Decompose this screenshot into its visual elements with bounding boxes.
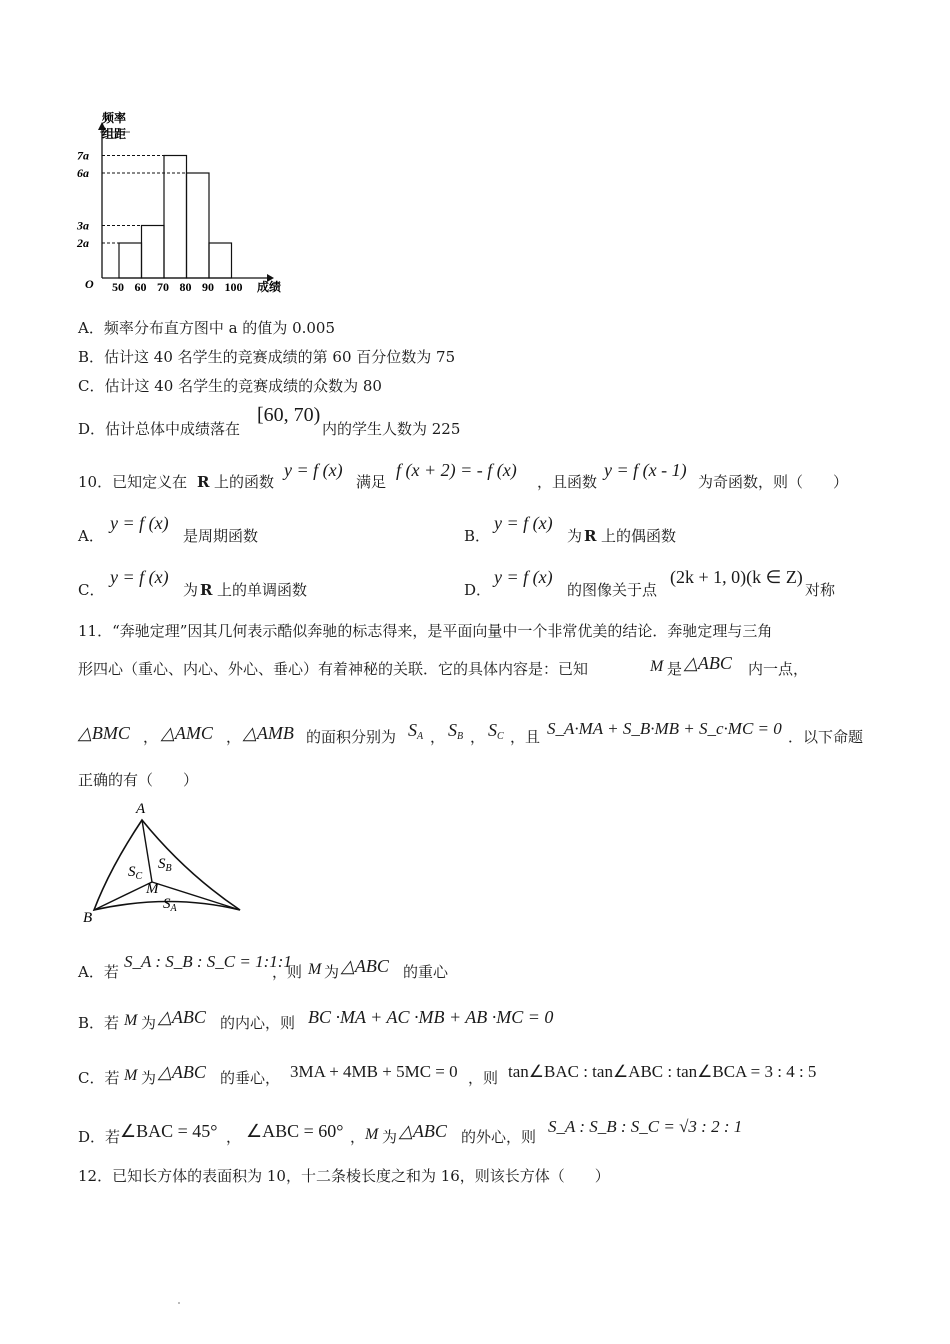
q11-line-2-text-2: 是	[667, 660, 683, 678]
page-dot	[178, 1302, 180, 1304]
q11-option-a-post: 的重心	[403, 963, 449, 981]
x-tick-label: 90	[202, 280, 214, 294]
x-axis-label: 成绩	[257, 280, 282, 294]
q11-option-c-M: M	[124, 1067, 138, 1084]
q10-stem-2: 上的函数	[214, 473, 275, 491]
q11-option-d-wei: 为	[382, 1128, 398, 1146]
q11-option-a-triangle: △ABC	[341, 956, 389, 976]
area-sc-label: $S_C$	[128, 864, 143, 882]
histogram-bar	[209, 243, 232, 278]
x-tick-label: 50	[112, 280, 124, 294]
x-tick-label: 60	[134, 280, 147, 294]
q10-option-a-text: 是周期函数	[183, 527, 259, 545]
q10-option-b-R: R	[584, 527, 597, 545]
q10-option-c-lead: C．	[78, 581, 105, 599]
q11-line-2-text-3: 内一点，	[748, 660, 809, 678]
q11-line-4: 正确的有（ ）	[78, 771, 199, 789]
x-tick-label: 70	[157, 280, 169, 294]
q11-option-b-equation: BC ·MA + AC ·MB + AB ·MC = 0	[308, 1007, 554, 1027]
q11-option-c-mid: 的垂心，	[220, 1069, 281, 1087]
q11-line-3-text-2: ，且	[510, 728, 541, 746]
q11-option-d-triangle: △ABC	[399, 1121, 447, 1141]
q10-option-a-lead: A．	[78, 527, 104, 545]
q10-math-3: y = f (x - 1)	[604, 460, 687, 480]
frequency-histogram	[72, 110, 282, 300]
q11-option-b-triangle: △ABC	[158, 1007, 206, 1027]
q10-option-d-point: (2k + 1, 0)(k ∈ Z)	[670, 567, 803, 587]
q11-area-sc: $S_C$	[488, 720, 504, 742]
q10-option-b-math: y = f (x)	[494, 513, 553, 533]
histogram-bar	[187, 173, 210, 278]
q10-math-2: f (x + 2) = - f (x)	[396, 460, 517, 480]
q11-benz-equation: S_A·MA + S_B·MB + S_c·MC = 0	[547, 719, 782, 738]
q10-stem-5: 为奇函数，则（ ）	[698, 473, 849, 491]
q10-option-c-R: R	[200, 581, 213, 599]
x-tick-label: 100	[224, 280, 243, 294]
q10-option-a-math: y = f (x)	[110, 513, 169, 533]
q11-option-c-tan-ratio: tan∠BAC : tan∠ABC : tan∠BCA = 3 : 4 : 5	[508, 1062, 817, 1081]
q11-line-3-text-3: ．以下命题	[788, 728, 864, 746]
q11-option-b-mid: 的内心，则	[220, 1014, 296, 1032]
q11-line-2-text: 形四心（重心、内心、外心、垂心）有着神秘的关联．它的具体内容是：已知	[78, 660, 589, 678]
q10-stem-R: R	[197, 473, 210, 491]
q11-option-d-angle-2: ∠ABC = 60°	[246, 1121, 344, 1141]
q11-comma-1: ，	[143, 728, 159, 746]
q9-option-a: A．频率分布直方图中 a 的值为 0.005	[78, 319, 336, 337]
q11-option-a-M: M	[308, 961, 322, 978]
q11-option-c-wei: 为	[141, 1069, 157, 1087]
q11-option-d-mid: 的外心，则	[461, 1128, 537, 1146]
q11-option-d-angle-1: ∠BAC = 45°	[120, 1121, 218, 1141]
q12-stem: 12．已知长方体的表面积为 10，十二条棱长度之和为 16，则该长方体（ ）	[78, 1167, 610, 1185]
q11-option-a-pre: A．若	[78, 963, 119, 981]
q9-option-d-interval: [60, 70)	[257, 404, 321, 426]
q10-option-d-text-2: 对称	[805, 581, 836, 599]
vertex-b-label: B	[83, 910, 93, 926]
q11-option-d-sep: ，	[226, 1128, 242, 1146]
q11-option-c-triangle: △ABC	[158, 1062, 206, 1082]
q11-area-sa: $S_A$	[408, 720, 424, 742]
q11-comma-2: ，	[226, 728, 242, 746]
q11-option-c-then: ，则	[468, 1069, 499, 1087]
q9-option-b: B．估计这 40 名学生的竞赛成绩的第 60 百分位数为 75	[78, 348, 456, 366]
q11-line-1: 11．“奔驰定理”因其几何表示酷似奔驰的标志得来，是平面向量中一个非常优美的结论．奔驰定理与三角	[78, 622, 773, 640]
benz-triangle-svg	[80, 798, 250, 926]
q9-option-d-prefix: D．估计总体中成绩落在	[78, 420, 241, 438]
area-sb-label: $S_B$	[158, 856, 172, 874]
q11-triangle-bmc: △BMC	[78, 723, 130, 743]
y-axis-label-bottom: 组距	[102, 127, 127, 141]
q10-option-d-lead: D．	[464, 581, 492, 599]
q11-line-2-M: M	[650, 658, 664, 675]
q11-option-d-pre: D．若	[78, 1128, 121, 1146]
q11-option-a-wei: 为	[324, 963, 340, 981]
y-tick-label: 2a	[77, 236, 89, 250]
vertex-a-label: A	[136, 801, 146, 817]
q11-option-a-mid: ，则	[272, 963, 303, 981]
q10-option-b-text-2: 上的偶函数	[601, 527, 677, 545]
q10-option-c-text-2: 上的单调函数	[217, 581, 308, 599]
q11-option-a-ratio: S_A : S_B : S_C = 1:1:1	[124, 952, 292, 971]
y-tick-label: 7a	[77, 148, 89, 163]
q10-stem-3: 满足	[356, 473, 387, 491]
q10-option-d-math: y = f (x)	[494, 567, 553, 587]
q11-option-c-equation: 3MA + 4MB + 5MC = 0	[290, 1062, 458, 1081]
histogram-bar	[142, 226, 165, 279]
q10-stem-4: ，且函数	[537, 473, 598, 491]
q10-stem-1: 10．已知定义在	[78, 473, 188, 491]
q11-comma-4: ，	[470, 728, 486, 746]
q11-option-c-pre: C．若	[78, 1069, 120, 1087]
histogram-bar	[119, 243, 142, 278]
q11-option-b-pre: B．若	[78, 1014, 120, 1032]
q11-line-2-triangle: △ABC	[684, 653, 732, 673]
segment-mb	[94, 882, 152, 910]
area-sa-label: $S_A$	[163, 896, 177, 914]
q11-triangle-amc: △AMC	[161, 723, 213, 743]
benz-triangle-figure	[80, 798, 250, 926]
q11-area-sb: $S_B$	[448, 720, 464, 742]
q11-line-3-text-1: 的面积分别为	[306, 728, 397, 746]
y-tick-label: 3a	[77, 218, 89, 233]
q10-math-1: y = f (x)	[284, 460, 343, 480]
q11-option-d-ratio: S_A : S_B : S_C = √3 : 2 : 1	[548, 1117, 743, 1136]
x-tick-label: 80	[179, 280, 192, 294]
y-axis-label-top: 频率	[102, 111, 127, 125]
y-tick-label: 6a	[77, 166, 89, 180]
q11-option-b-wei: 为	[141, 1014, 157, 1032]
q10-option-b-lead: B．	[464, 527, 491, 545]
q11-option-d-M: M	[365, 1126, 379, 1143]
q10-option-c-text-1: 为	[183, 581, 199, 599]
origin-label: O	[85, 277, 94, 291]
q10-option-b-text-1: 为	[567, 527, 583, 545]
q10-option-c-math: y = f (x)	[110, 567, 169, 587]
q11-option-b-M: M	[124, 1012, 138, 1029]
point-m-label: M	[146, 881, 159, 897]
q11-option-d-sep-2: ，	[350, 1128, 366, 1146]
histogram-svg	[72, 110, 282, 300]
q9-option-d-suffix: 内的学生人数为 225	[322, 420, 461, 438]
q11-comma-3: ，	[430, 728, 446, 746]
histogram-bar	[164, 156, 187, 279]
q9-option-c: C．估计这 40 名学生的竞赛成绩的众数为 80	[78, 377, 382, 395]
q11-triangle-amb: △AMB	[243, 723, 294, 743]
q10-option-d-text-1: 的图像关于点	[567, 581, 658, 599]
